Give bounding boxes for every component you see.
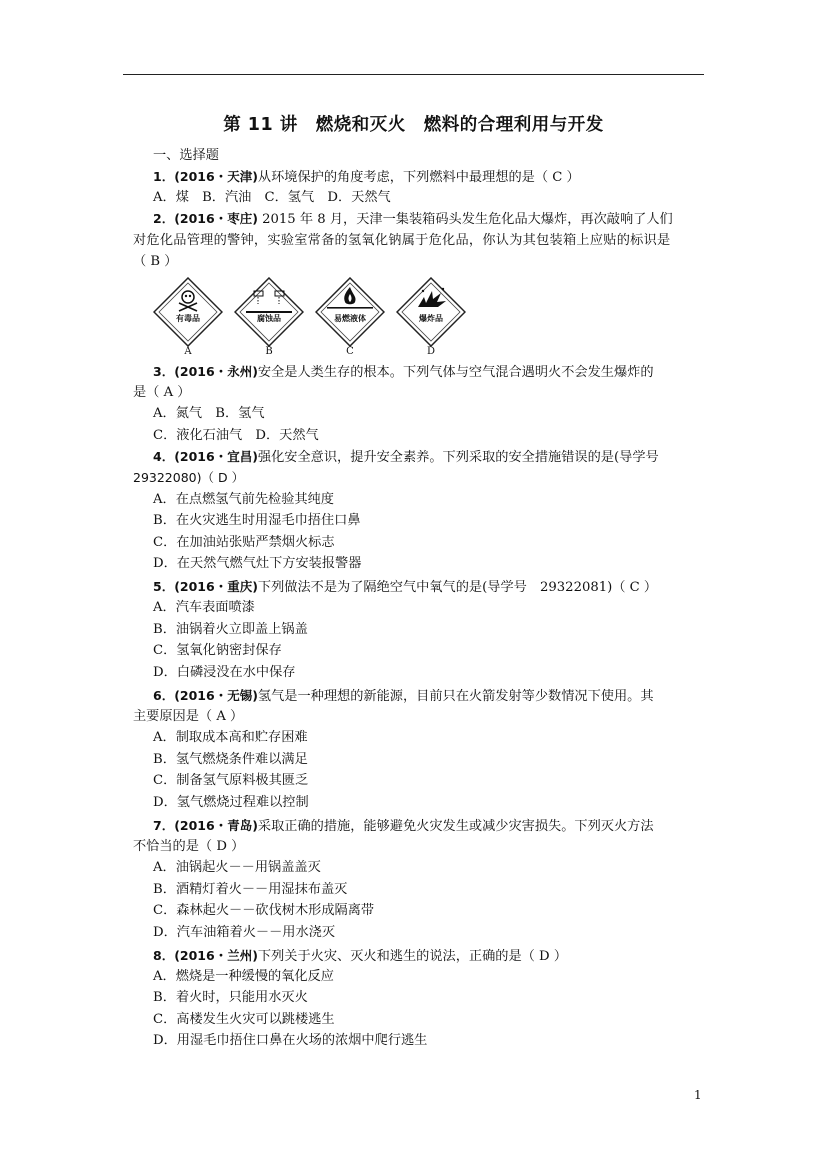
explosion-icon [396, 277, 466, 347]
sign-label: 有毒品 [176, 314, 200, 323]
hazard-sign-d [396, 277, 466, 361]
header-rule [123, 74, 704, 75]
question-1: 1．(2016・天津)从环境保护的角度考虑，下列燃料中最理想的是（ C ） [153, 169, 580, 185]
option-b: B．酒精灯着火－－用湿抹布盖灭 [153, 882, 348, 897]
option-c: C．在加油站张贴严禁烟火标志 [153, 535, 335, 550]
hazard-sign-c [315, 277, 385, 361]
answer-line: （ B ） [133, 254, 178, 269]
option-b: B．在火灾逃生时用湿毛巾捂住口鼻 [153, 513, 361, 528]
option-b: B．着火时，只能用水灭火 [153, 990, 308, 1005]
option-a: A．制取成本高和贮存困难 [153, 730, 308, 745]
section-heading: 一、选择题 [153, 148, 219, 163]
option-a: A．在点燃氢气前先检验其纯度 [153, 492, 334, 507]
hazard-signs [153, 277, 453, 361]
option-c: C．制备氢气原料极其匮乏 [153, 773, 309, 788]
question-5: 5．(2016・重庆)下列做法不是为了隔绝空气中氧气的是(导学号 29322081)（ C ） [153, 579, 658, 595]
question-8: 8．(2016・兰州)下列关于火灾、灭火和逃生的说法，正确的是（ D ） [153, 948, 568, 964]
hazard-sign-a [153, 277, 223, 361]
question-4: 4．(2016・宜昌)强化安全意识，提升安全素养。下列采取的安全措施错误的是(导学号 [153, 449, 659, 465]
option-d: D．白磷浸没在水中保存 [153, 665, 296, 680]
option-d: D．氢气燃烧过程难以控制 [153, 795, 309, 810]
option-a: A．汽车表面喷漆 [153, 600, 255, 615]
hazard-sign-b [234, 277, 304, 361]
corrosive-icon [234, 277, 304, 347]
option-c: C．森林起火－－砍伐树木形成隔离带 [153, 903, 375, 918]
option-b: B．氢气燃烧条件难以满足 [153, 752, 308, 767]
option-line: C．液化石油气 D．天然气 [153, 428, 319, 443]
sign-letter: C [346, 346, 354, 357]
question-text-continued: 主要原因是（ A ） [133, 709, 244, 724]
option-line: A．煤 B．汽油 C．氢气 D．天然气 [153, 190, 391, 205]
question-2: 2．(2016・枣庄) 2015 年 8 月，天津一集装箱码头发生危化品大爆炸，再次敲响了人们 [153, 211, 673, 227]
page-title: 第 11 讲 燃烧和灭火 燃料的合理利用与开发 [223, 115, 604, 135]
question-7: 7．(2016・青岛)采取正确的措施，能够避免火灾发生或减少灾害损失。下列灭火方法 [153, 818, 654, 834]
question-text-continued: 是（ A ） [133, 385, 191, 400]
option-b: B．油锅着火立即盖上锅盖 [153, 622, 308, 637]
sign-letter: B [265, 346, 273, 357]
option-line: A．氮气 B．氢气 [153, 406, 265, 421]
option-d: D．汽车油箱着火－－用水浇灭 [153, 925, 336, 940]
option-a: A．燃烧是一种缓慢的氧化反应 [153, 969, 334, 984]
skull-crossbones-icon [153, 277, 223, 347]
question-text-continued: 29322080)（ D ） [133, 470, 245, 485]
sign-letter: A [184, 346, 192, 357]
flame-icon [315, 277, 385, 347]
question-3: 3．(2016・永州)安全是人类生存的根本。下列气体与空气混合遇明火不会发生爆炸的 [153, 364, 654, 380]
sign-label: 腐蚀品 [257, 314, 281, 323]
option-c: C．氢氧化钠密封保存 [153, 643, 282, 658]
question-text-continued: 不恰当的是（ D ） [133, 839, 245, 854]
sign-letter: D [426, 346, 436, 357]
question-text-continued: 对危化品管理的警钟，实验室常备的氢氧化钠属于危化品，你认为其包装箱上应贴的标识是 [133, 233, 671, 248]
option-d: D．用湿毛巾捂住口鼻在火场的浓烟中爬行逃生 [153, 1033, 428, 1048]
option-c: C．高楼发生火灾可以跳楼逃生 [153, 1012, 335, 1027]
question-6: 6．(2016・无锡)氢气是一种理想的新能源，目前只在火箭发射等少数情况下使用。其 [153, 688, 654, 704]
page-number: 1 [694, 1088, 702, 1102]
sign-label: 易燃液体 [334, 314, 366, 323]
option-d: D．在天然气燃气灶下方安装报警器 [153, 556, 362, 571]
sign-label: 爆炸品 [419, 314, 443, 323]
option-a: A．油锅起火－－用锅盖盖灭 [153, 860, 321, 875]
